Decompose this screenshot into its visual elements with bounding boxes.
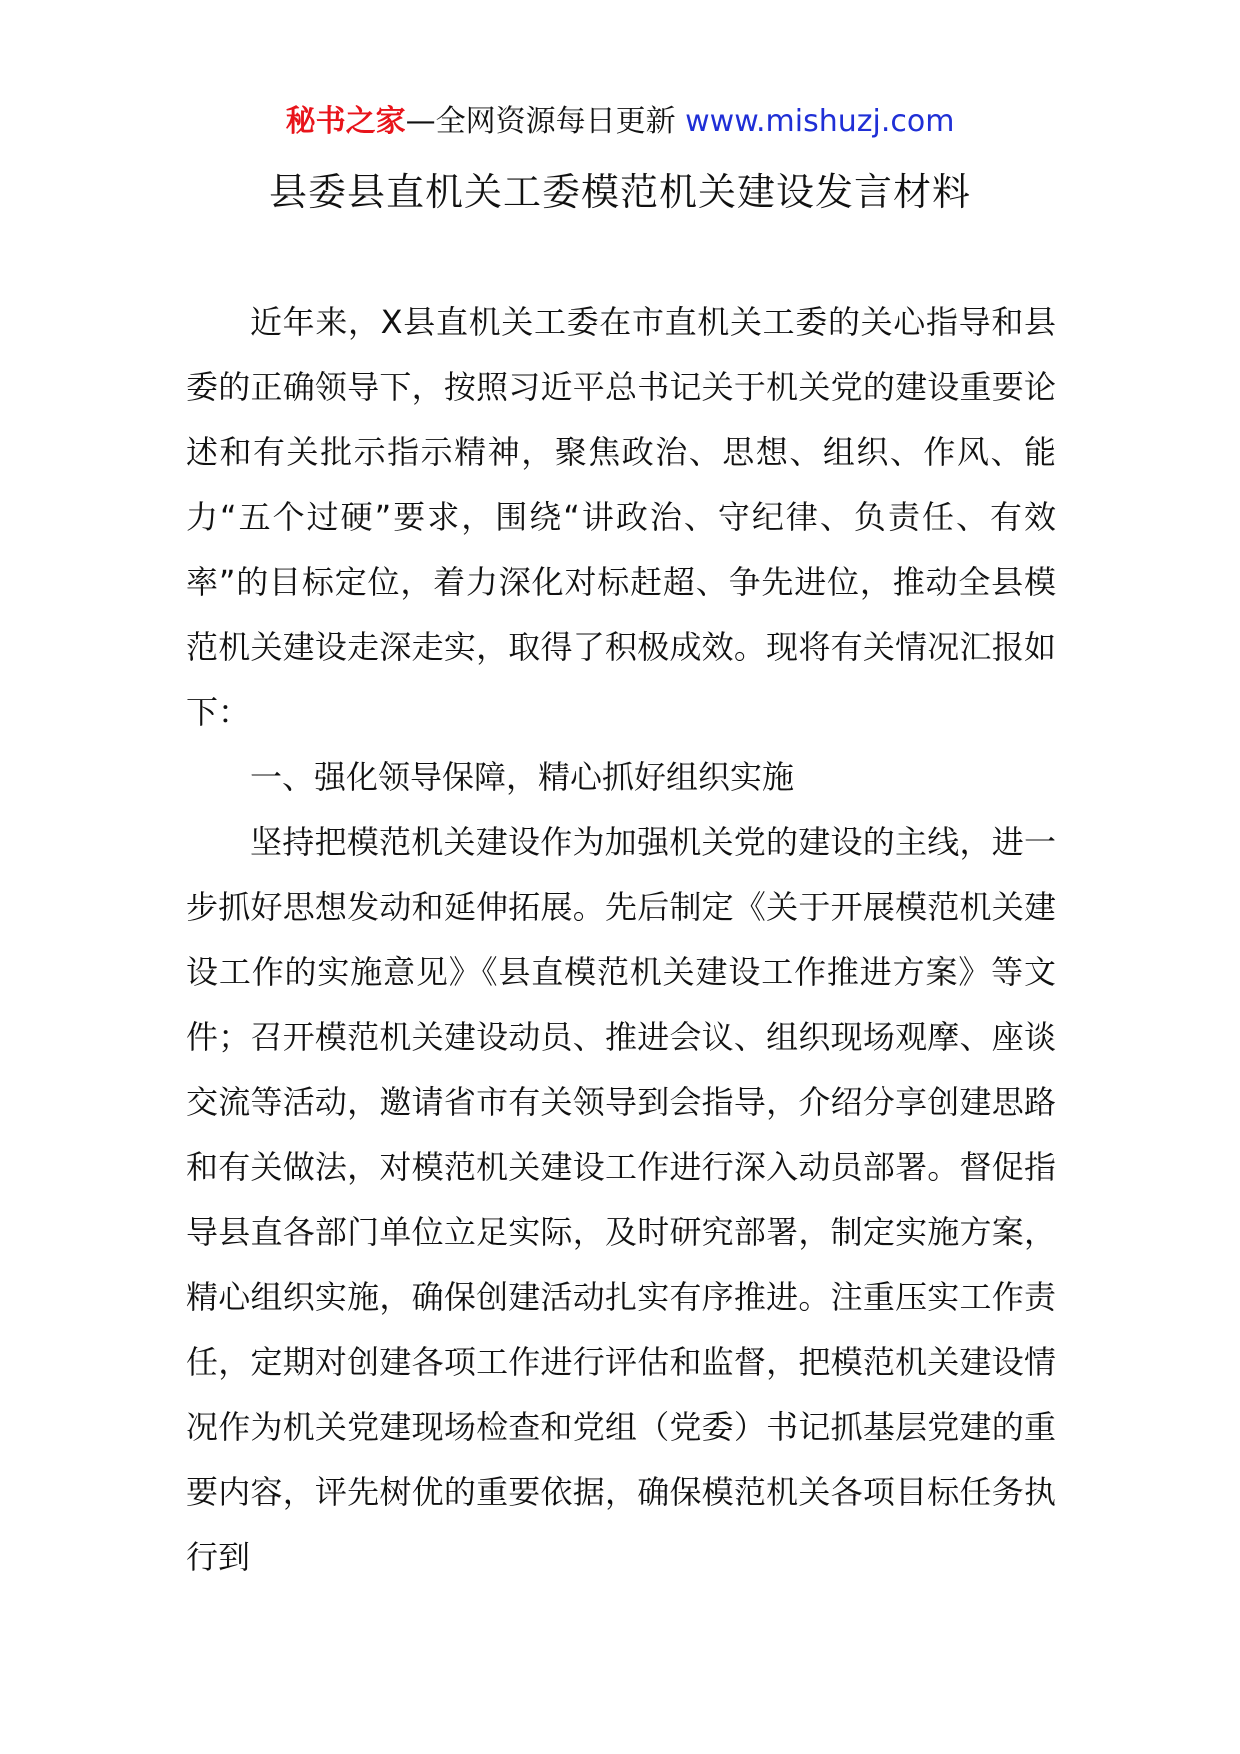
site-url-link[interactable]: www.mishuzj.com <box>685 104 955 139</box>
site-header <box>0 100 1240 144</box>
document-body <box>186 290 1056 1590</box>
brand-name: 秘书之家 <box>285 104 406 139</box>
intro-paragraph: 近年来，X县直机关工委在市直机关工委的关心指导和县委的正确领导下，按照习近平总书记关于机关党的建设重要论述和有关批示指示精神，聚焦政治、思想、组织、作风、能力“五个过硬”要求，围绕“讲政治、守纪律、负责任、有效率”的目标定位，着力深化对标赶超、争先进位，推动全县模范机关建设走深走实，取得了积极成效。现将有关情况汇报如下： <box>186 303 1056 731</box>
section-heading: 一、强化领导保障，精心抓好组织实施 <box>250 758 795 796</box>
document-title: 县委县直机关工委模范机关建设发言材料 <box>268 170 971 214</box>
header-tagline: —全网资源每日更新 <box>405 104 686 139</box>
section-paragraph: 坚持把模范机关建设作为加强机关党的建设的主线，进一步抓好思想发动和延伸拓展。先后制定《关于开展模范机关建设工作的实施意见》《县直模范机关建设工作推进方案》等文件；召开模范机关建设动员、推进会议、组织现场观摩、座谈交流等活动，邀请省市有关领导到会指导，介绍分享创建思路和有关做法，对模范机关建设工作进行深入动员部署。督促指导县直各部门单位立足实际，及时研究部署，制定实施方案，精心组织实施，确保创建活动扎实有序推进。注重压实工作责任，定期对创建各项工作进行评估和监督，把模范机关建设情况作为机关党建现场检查和党组（党委）书记抓基层党建的重要内容，评先树优的重要依据，确保模范机关各项目标任务执行到 <box>186 823 1056 1576</box>
